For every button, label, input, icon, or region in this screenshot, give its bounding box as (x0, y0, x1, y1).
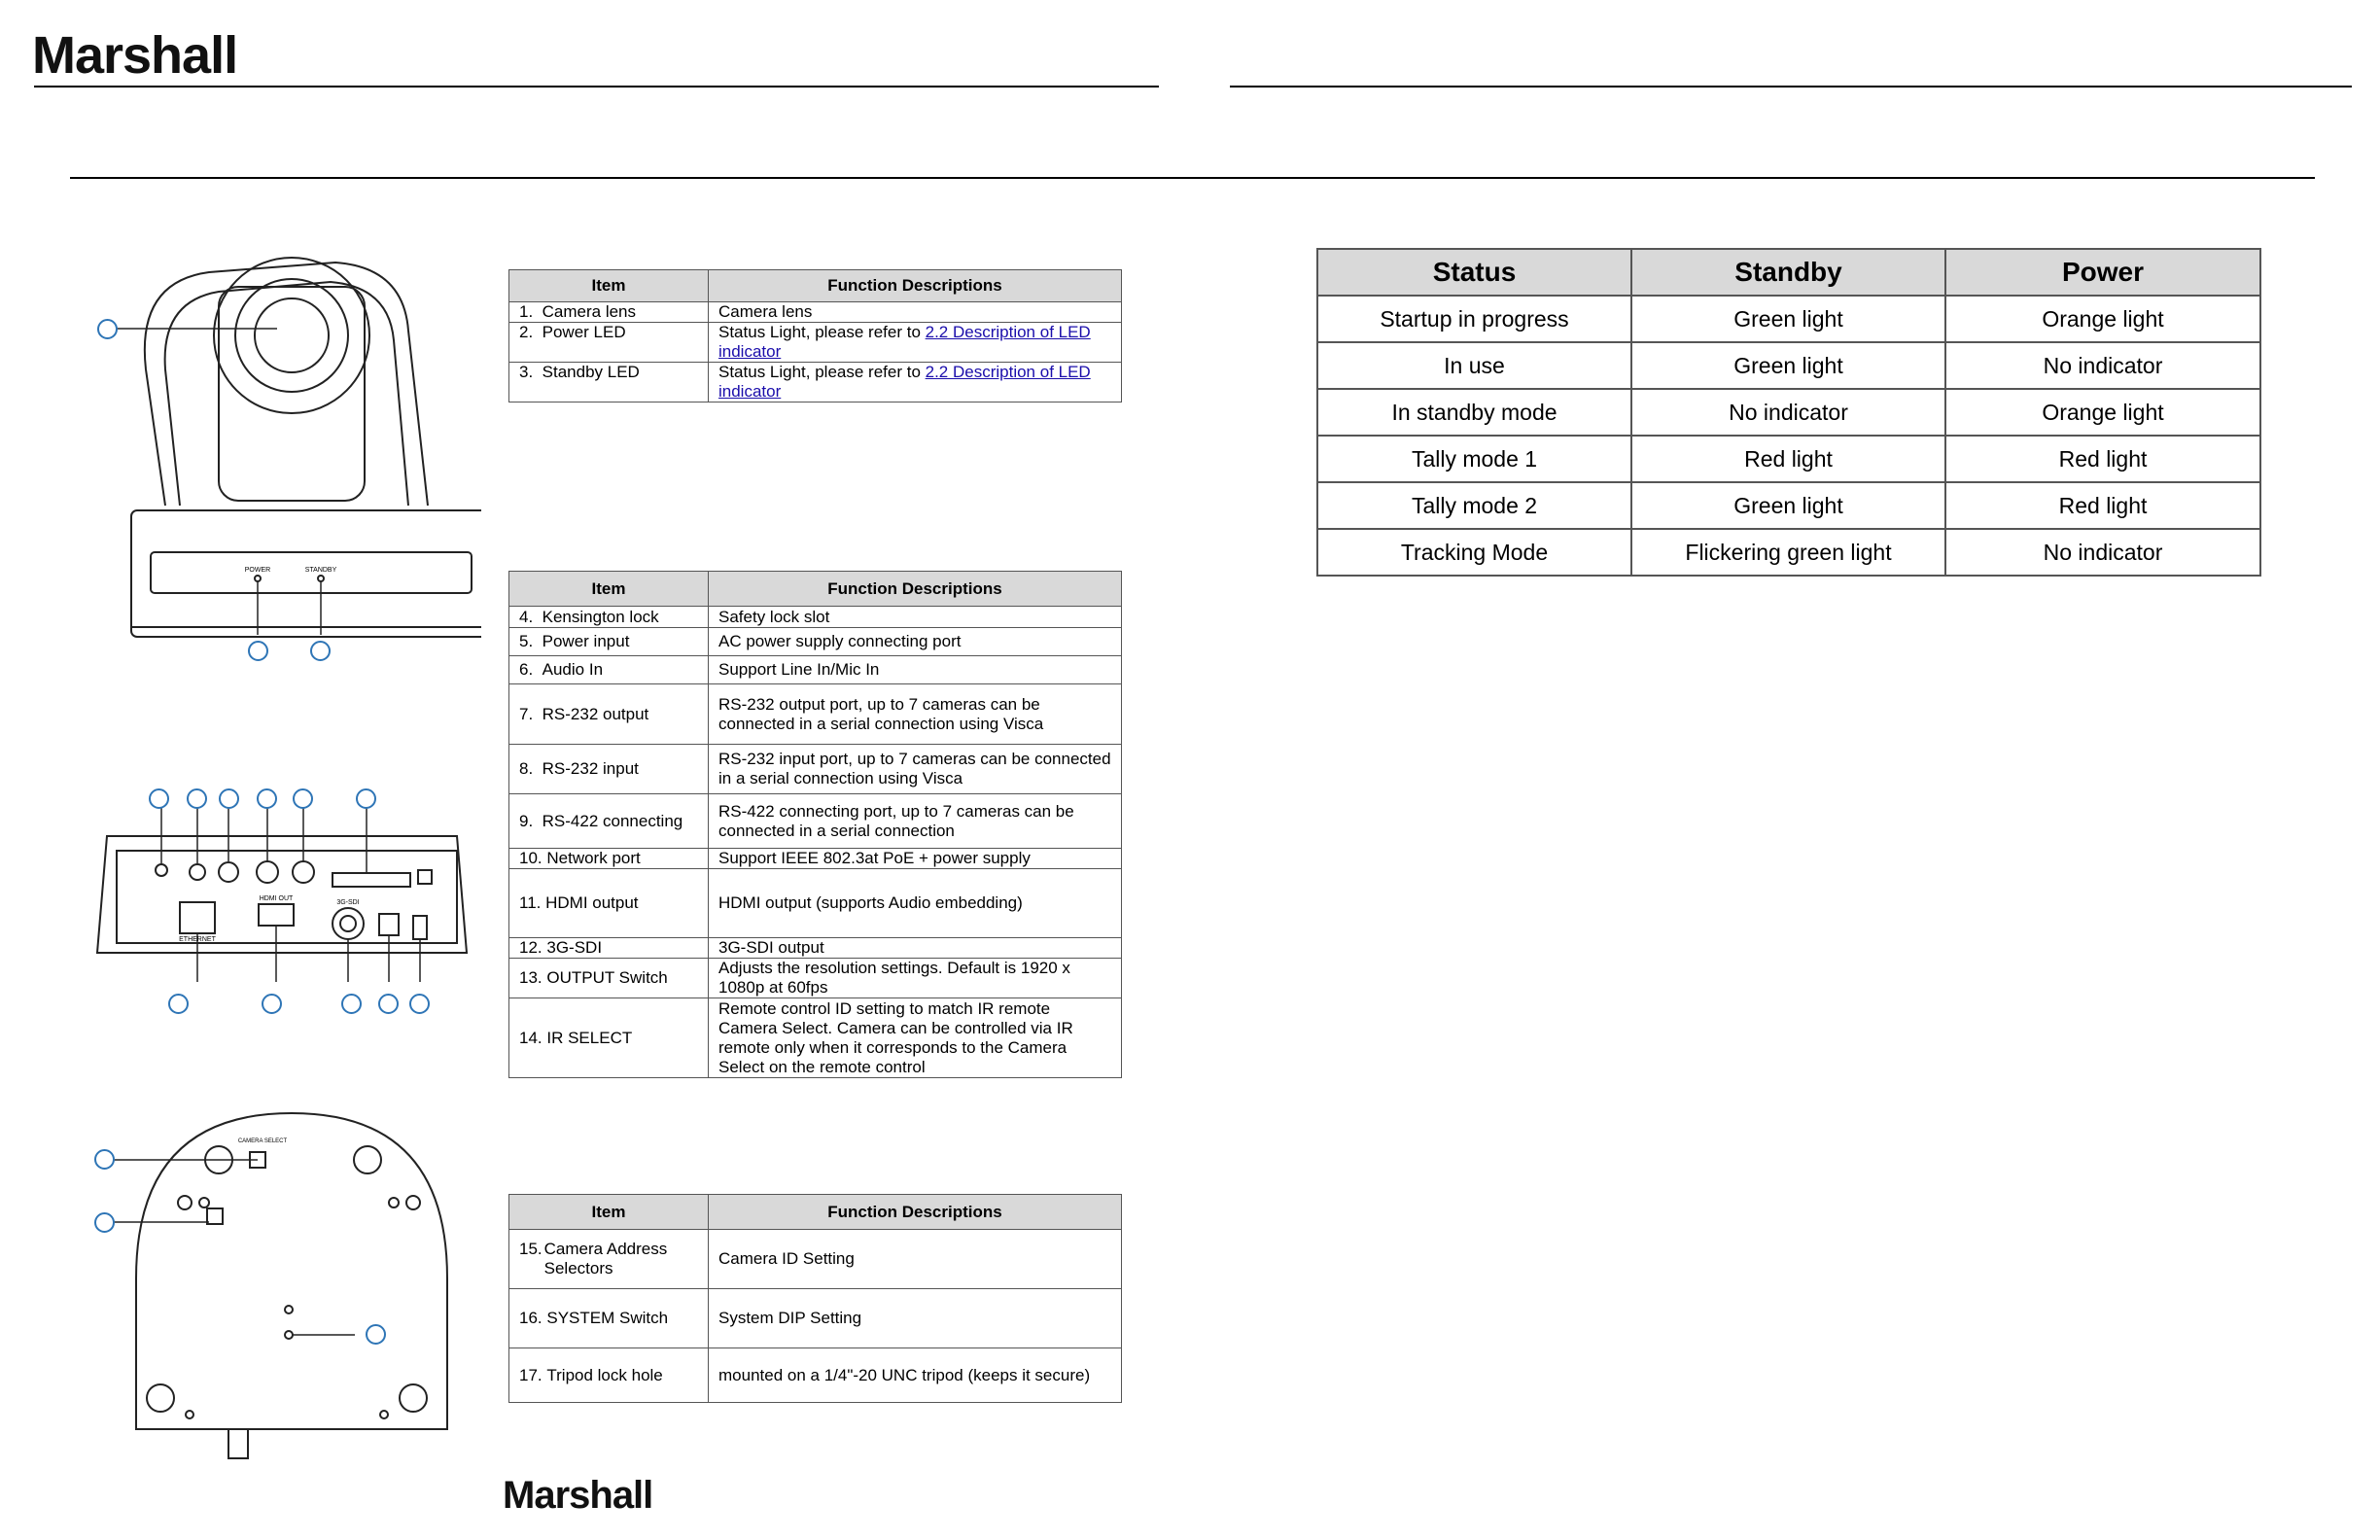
table-row: Tracking Mode Flickering green light No indicator (1317, 529, 2260, 576)
table-row: 16. SYSTEM Switch System DIP Setting (509, 1289, 1122, 1348)
rear-function-table (508, 571, 1122, 1078)
table-row: 13. OUTPUT Switch Adjusts the resolution settings. Default is 1920 x 1080p at 60fps (509, 959, 1122, 998)
callout-5 (187, 788, 207, 809)
table-row: In use Green light No indicator (1317, 342, 2260, 389)
callout-7 (257, 788, 277, 809)
column-header-standby: Standby (1631, 249, 1945, 296)
sdi-port-label: 3G-SDI (336, 899, 360, 906)
power-led-label: POWER (244, 567, 271, 574)
table-row: 6. Audio In Support Line In/Mic In (509, 656, 1122, 684)
callout-12 (341, 994, 362, 1014)
table-row: 8. RS-232 input RS-232 input port, up to 7 cameras can be connected in a serial connection using Visca (509, 745, 1122, 794)
camera-select-label: CAMERA SELECT (237, 1138, 288, 1144)
table-row: Tally mode 2 Green light Red light (1317, 482, 2260, 529)
callout-15 (94, 1149, 115, 1170)
callout-2 (248, 641, 268, 661)
column-header-power: Power (1945, 249, 2260, 296)
camera-front-diagram (92, 243, 481, 661)
header-rule-left (34, 86, 1159, 88)
led-status-table (1316, 248, 2261, 577)
table-row: 10. Network port Support IEEE 802.3at PoE + power supply (509, 849, 1122, 869)
table-row: 2. Power LED Status Light, please refer to 2.2 Description of LED indicator (509, 323, 1122, 363)
table-row: 17. Tripod lock hole mounted on a 1/4"-20 UNC tripod (keeps it secure) (509, 1348, 1122, 1403)
standby-led-label: STANDBY (304, 567, 337, 574)
table-row: 5. Power input AC power supply connecting port (509, 628, 1122, 656)
hdmi-port-label: HDMI OUT (259, 895, 294, 902)
section-rule (70, 177, 2315, 179)
table-row: 15. Camera Address Selectors Camera ID Setting (509, 1230, 1122, 1289)
callout-6 (219, 788, 239, 809)
table-row: 11. HDMI output HDMI output (supports Audio embedding) (509, 869, 1122, 938)
callout-11 (262, 994, 282, 1014)
ethernet-port-label: ETHERNET (179, 936, 216, 943)
column-header-description: Function Descriptions (709, 270, 1122, 302)
table-row: 9. RS-422 connecting RS-422 connecting port, up to 7 cameras can be connected in a serial connection (509, 794, 1122, 849)
callout-14 (409, 994, 430, 1014)
column-header-item: Item (509, 572, 709, 607)
table-row: 3. Standby LED Status Light, please refer to 2.2 Description of LED indicator (509, 363, 1122, 402)
column-header-item: Item (509, 270, 709, 302)
header-rule-right (1230, 86, 2352, 88)
callout-1 (97, 319, 118, 339)
bottom-function-table (508, 1194, 1122, 1403)
callout-16 (94, 1212, 115, 1233)
column-header-item: Item (509, 1195, 709, 1230)
callout-8 (293, 788, 313, 809)
camera-rear-diagram (78, 778, 486, 1001)
column-header-description: Function Descriptions (709, 572, 1122, 607)
callout-3 (310, 641, 331, 661)
table-row: Tally mode 1 Red light Red light (1317, 436, 2260, 482)
table-row: 12. 3G-SDI 3G-SDI output (509, 938, 1122, 959)
table-row: 7. RS-232 output RS-232 output port, up to 7 cameras can be connected in a serial connection using Visca (509, 684, 1122, 745)
callout-10 (168, 994, 189, 1014)
table-row: In standby mode No indicator Orange light (1317, 389, 2260, 436)
front-function-table (508, 269, 1122, 402)
table-row: 1. Camera lens Camera lens (509, 302, 1122, 323)
brand-logo: Marshall (32, 26, 238, 85)
brand-logo-footer: Marshall (503, 1474, 653, 1517)
column-header-description: Function Descriptions (709, 1195, 1122, 1230)
callout-13 (378, 994, 399, 1014)
table-row: 14. IR SELECT Remote control ID setting to match IR remote Camera Select. Camera can be controlled via IR remote only when it corresponds to the Camera Select on the remote control (509, 998, 1122, 1078)
callout-9 (356, 788, 376, 809)
led-description-link[interactable]: 2.2 Description of LED indicator (718, 323, 1091, 361)
column-header-status: Status (1317, 249, 1631, 296)
table-row: 4. Kensington lock Safety lock slot (509, 607, 1122, 628)
table-row: Startup in progress Green light Orange light (1317, 296, 2260, 342)
callout-17 (366, 1324, 386, 1345)
led-description-link[interactable]: 2.2 Description of LED indicator (718, 363, 1091, 401)
camera-bottom-diagram (92, 1103, 481, 1473)
callout-4 (149, 788, 169, 809)
